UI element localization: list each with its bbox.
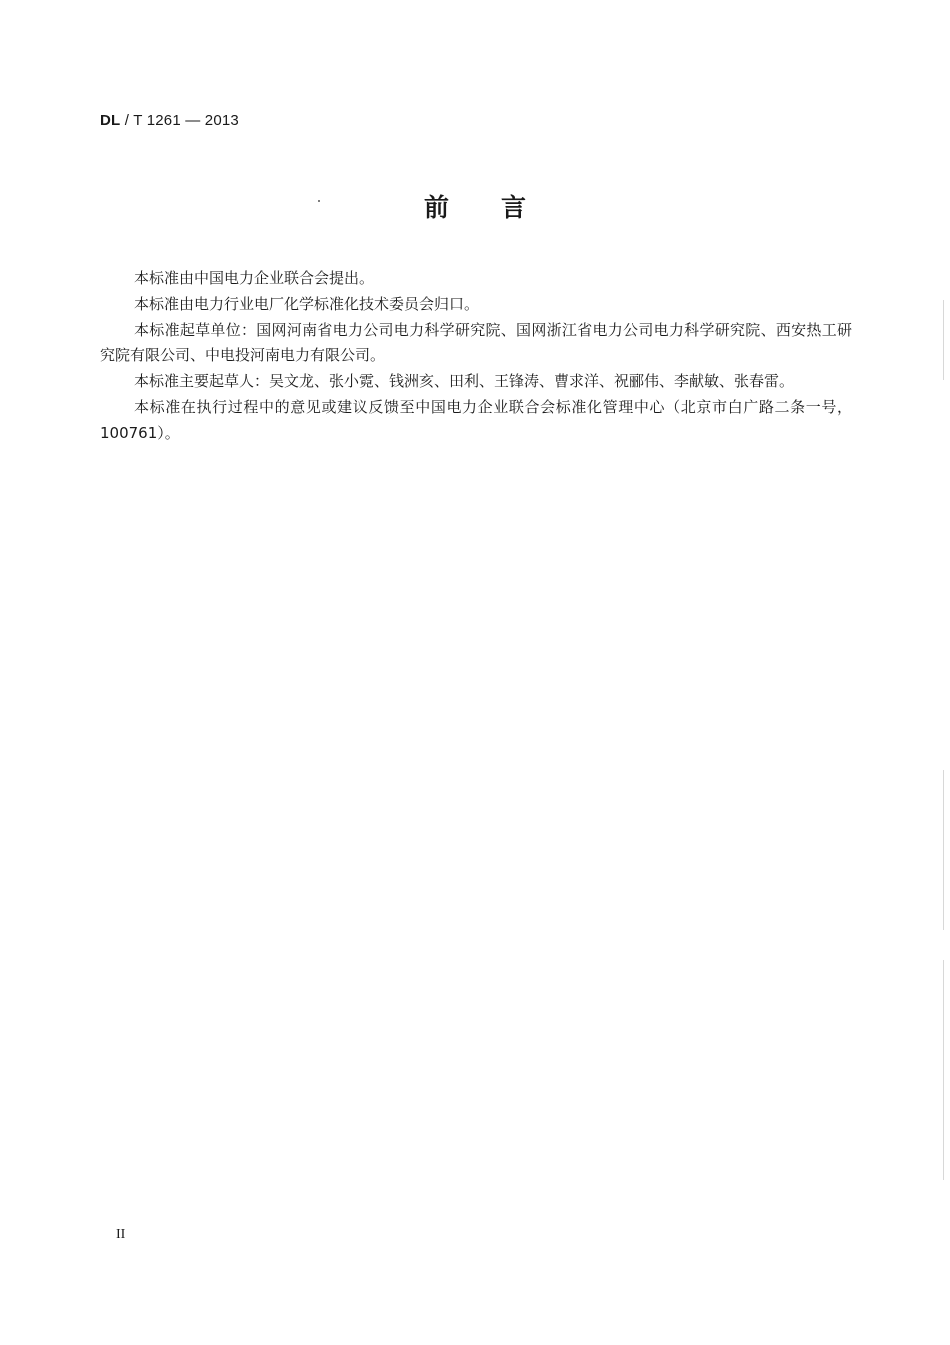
- paragraph-feedback: 本标准在执行过程中的意见或建议反馈至中国电力企业联合会标准化管理中心（北京市白广路二条一号，100761）。: [100, 397, 852, 442]
- paragraph-drafting-units: 本标准起草单位：国网河南省电力公司电力科学研究院、国网浙江省电力公司电力科学研究院、西安热工研究院有限公司、中电投河南电力有限公司。: [100, 320, 852, 365]
- paragraph-drafters: 本标准主要起草人：吴文龙、张小霓、钱洲亥、田利、王锋涛、曹求洋、祝郦伟、李献敏、张春雷。: [134, 372, 795, 391]
- scan-margin-line: [943, 960, 944, 1180]
- title-char-1: 前: [423, 193, 449, 222]
- scan-margin-line: [943, 300, 944, 380]
- page-number: II: [116, 1227, 126, 1242]
- scan-margin-line: [943, 770, 944, 930]
- paragraph-proposer: 本标准由中国电力企业联合会提出。: [134, 269, 375, 287]
- title-char-2: 言: [501, 193, 527, 222]
- document-code-prefix: DL: [100, 112, 121, 129]
- page-title: [0, 188, 950, 224]
- paragraph-centralized: 本标准由电力行业电厂化学标准化技术委员会归口。: [134, 294, 480, 313]
- foreword-body: [100, 266, 852, 447]
- document-code: [100, 112, 239, 129]
- document-code-number: / T 1261 — 2013: [120, 112, 239, 129]
